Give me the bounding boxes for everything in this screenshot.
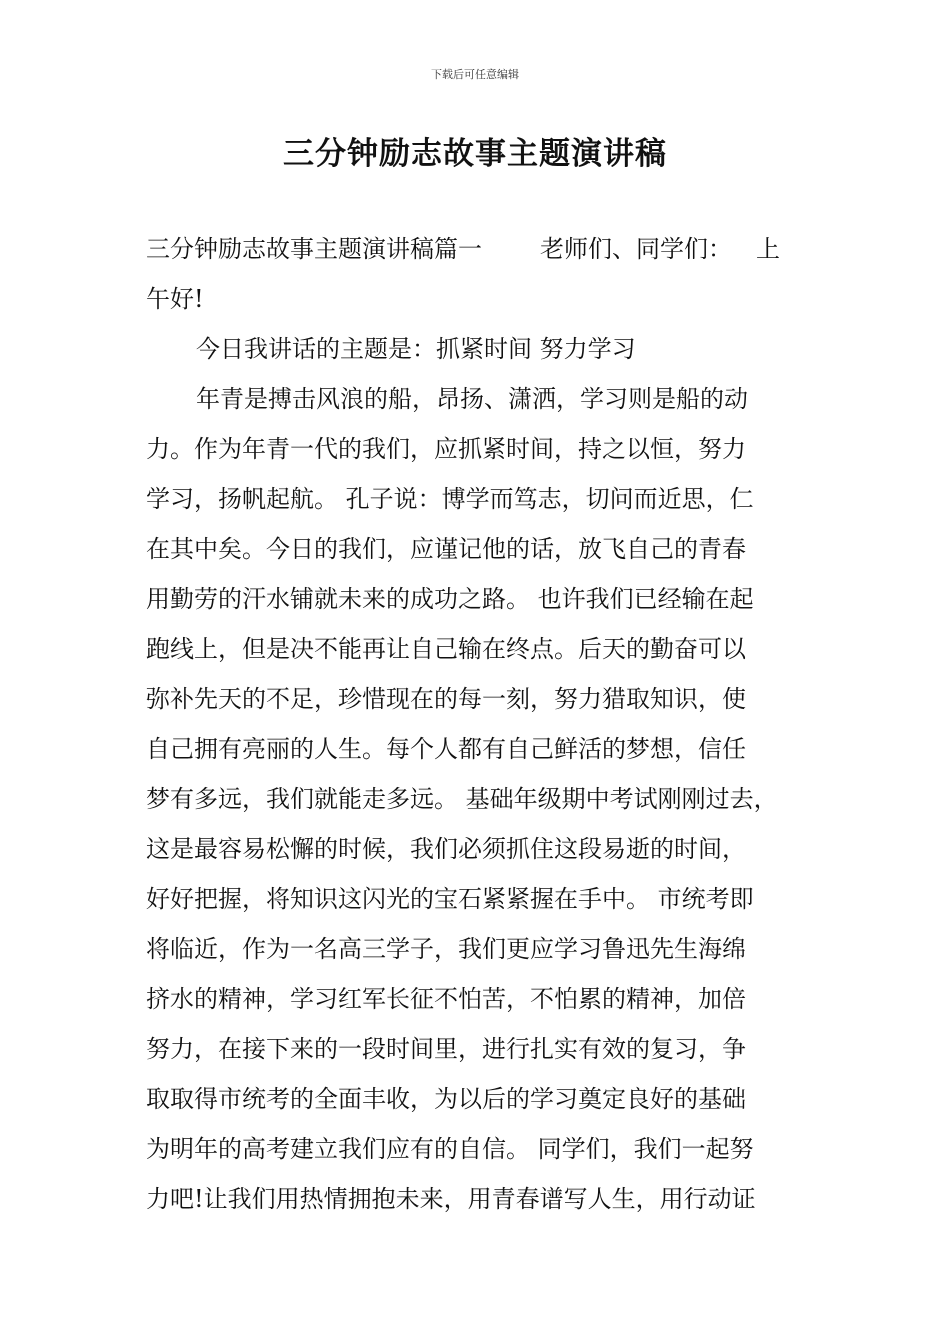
topic-paragraph xyxy=(146,324,818,374)
body-line: 梦有多远，我们就能走多远。 基础年级期中考试刚刚过去， xyxy=(146,785,778,813)
body-line: 取取得市统考的全面丰收，为以后的学习奠定良好的基础 xyxy=(146,1085,746,1113)
body-line: 力。作为年青一代的我们，应抓紧时间，持之以恒，努力 xyxy=(146,435,746,463)
body-line: 将临近，作为一名高三学子，我们更应学习鲁迅先生海绵 xyxy=(146,935,746,963)
opening-line-2: 午好! xyxy=(146,285,204,313)
body-line: 弥补先天的不足，珍惜现在的每一刻，努力猎取知识，使 xyxy=(146,685,746,713)
main-paragraph xyxy=(146,374,818,1224)
body-line: 在其中矣。今日的我们，应谨记他的话，放飞自己的青春 xyxy=(146,535,746,563)
document-body xyxy=(146,224,818,1224)
body-line: 挤水的精神，学习红军长征不怕苦，不怕累的精神，加倍 xyxy=(146,985,746,1013)
body-line: 自己拥有亮丽的人生。每个人都有自己鲜活的梦想，信任 xyxy=(146,735,746,763)
topic-line: 今日我讲话的主题是：抓紧时间 努力学习 xyxy=(196,335,636,363)
body-line: 力吧!让我们用热情拥抱未来，用青春谱写人生，用行动证 xyxy=(146,1185,756,1213)
opening-paragraph xyxy=(146,224,818,324)
body-line: 年青是搏击风浪的船，昂扬、潇洒，学习则是船的动 xyxy=(196,385,748,413)
header-note: 下载后可任意编辑 xyxy=(431,68,519,81)
section-heading: 三分钟励志故事主题演讲稿篇一 xyxy=(146,235,482,263)
body-line: 跑线上，但是决不能再让自己输在终点。后天的勤奋可以 xyxy=(146,635,746,663)
body-line: 用勤劳的汗水铺就未来的成功之路。 也许我们已经输在起 xyxy=(146,585,754,613)
opening-line-1 xyxy=(146,224,818,274)
body-line: 学习，扬帆起航。 孔子说：博学而笃志，切问而近思，仁 xyxy=(146,485,754,513)
greeting-tail: 上 xyxy=(756,235,780,263)
body-line: 为明年的高考建立我们应有的自信。 同学们，我们一起努 xyxy=(146,1135,754,1163)
body-line: 这是最容易松懈的时候，我们必须抓住这段易逝的时间， xyxy=(146,835,746,863)
document-title: 三分钟励志故事主题演讲稿 xyxy=(283,136,667,172)
body-line: 努力，在接下来的一段时间里，进行扎实有效的复习，争 xyxy=(146,1035,746,1063)
body-line: 好好把握，将知识这闪光的宝石紧紧握在手中。 市统考即 xyxy=(146,885,754,913)
greeting: 老师们、同学们： xyxy=(540,235,732,263)
